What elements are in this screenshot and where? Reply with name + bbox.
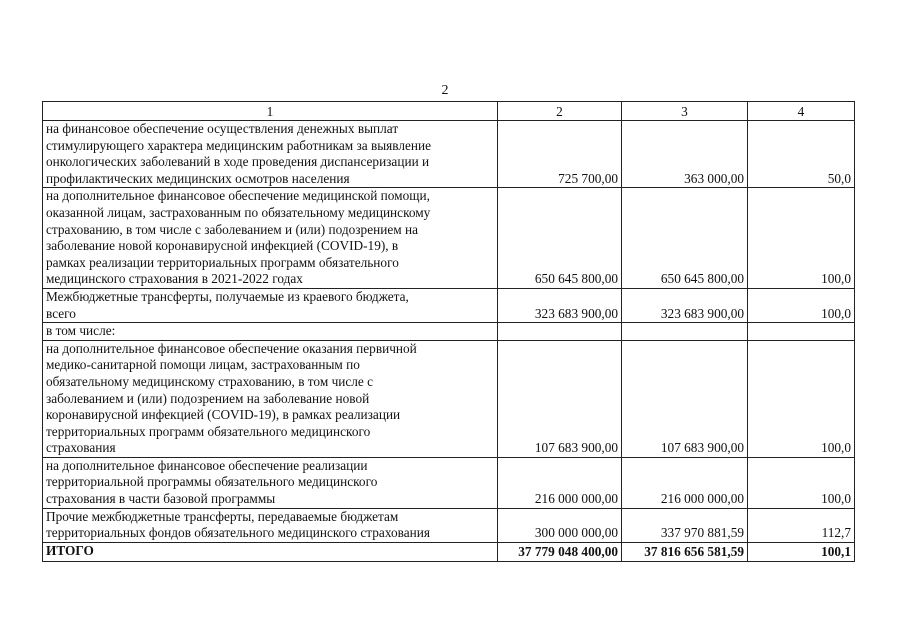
row-value-col4: 100,0: [748, 340, 855, 457]
table-row: [43, 457, 855, 508]
description-line: онкологических заболеваний в ходе проведения диспансеризации и: [46, 154, 430, 170]
budget-table: [42, 101, 855, 562]
row-value-col3: 216 000 000,00: [622, 457, 748, 508]
row-value-col4: 112,7: [748, 508, 855, 542]
row-description: [43, 323, 498, 341]
row-description: [43, 340, 498, 457]
page-number: 2: [441, 83, 449, 98]
description-line: территориальных программ обязательного медицинского: [46, 423, 371, 439]
row-value-col4: 100,0: [748, 457, 855, 508]
total-value-col3: 37 816 656 581,59: [622, 542, 748, 561]
description-line: на дополнительное финансовое обеспечение оказания первичной: [46, 340, 417, 356]
row-value-col2: 323 683 900,00: [498, 288, 622, 322]
description-line: рамках реализации территориальных программ обязательного: [46, 254, 399, 270]
total-row: [43, 542, 855, 561]
row-value-col3: 363 000,00: [622, 121, 748, 188]
description-line: на дополнительное финансовое обеспечение медицинской помощи,: [46, 188, 430, 204]
column-number-row: [43, 102, 855, 121]
description-line: территориальной программы обязательного медицинского: [46, 474, 378, 490]
description-line: заболевание новой коронавирусной инфекцией (COVID-19), в: [46, 238, 399, 254]
table-row: [43, 508, 855, 542]
row-value-col2: [498, 323, 622, 341]
description-line: на финансовое обеспечение осуществления денежных выплат: [46, 121, 399, 136]
row-value-col3: 323 683 900,00: [622, 288, 748, 322]
table-row: [43, 323, 855, 341]
row-value-col2: 107 683 900,00: [498, 340, 622, 457]
description-line: страхованию, в том числе с заболеванием и (или) подозрением на: [46, 221, 418, 237]
total-label: ИТОГО: [43, 542, 498, 561]
description-line: страхования: [46, 440, 116, 456]
description-line: профилактических медицинских осмотров населения: [46, 170, 350, 186]
table-row: [43, 288, 855, 322]
row-value-col4: 100,0: [748, 188, 855, 289]
row-value-col2: 216 000 000,00: [498, 457, 622, 508]
column-header-1: 1: [43, 102, 498, 121]
description-line: в том числе:: [46, 323, 116, 339]
description-line: Межбюджетные трансферты, получаемые из краевого бюджета,: [46, 288, 409, 304]
total-value-col4: 100,1: [748, 542, 855, 561]
description-line: обязательному медицинскому страхованию, в том числе с: [46, 373, 374, 389]
column-header-4: 4: [748, 102, 855, 121]
row-value-col3: 650 645 800,00: [622, 188, 748, 289]
row-value-col2: 725 700,00: [498, 121, 622, 188]
row-value-col4: 100,0: [748, 288, 855, 322]
description-line: на дополнительное финансовое обеспечение реализации: [46, 457, 368, 473]
row-description: [43, 188, 498, 289]
column-header-2: 2: [498, 102, 622, 121]
table-row: [43, 188, 855, 289]
description-line: оказанной лицам, застрахованным по обязательному медицинскому: [46, 204, 431, 220]
description-line: территориальных фондов обязательного медицинского страхования: [46, 525, 430, 541]
description-line: коронавирусной инфекцией (COVID-19), в рамках реализации: [46, 407, 401, 423]
description-line: всего: [46, 305, 76, 321]
table-row: [43, 121, 855, 188]
description-line: медико-санитарной помощи лицам, застрахованным по: [46, 357, 360, 373]
row-description: [43, 457, 498, 508]
description-line: медицинского страхования в 2021-2022 годах: [46, 271, 303, 287]
row-description: [43, 508, 498, 542]
row-value-col4: [748, 323, 855, 341]
column-header-3: 3: [622, 102, 748, 121]
row-value-col3: 107 683 900,00: [622, 340, 748, 457]
description-line: стимулирующего характера медицинским работникам за выявление: [46, 137, 432, 153]
row-value-col3: [622, 323, 748, 341]
description-line: Прочие межбюджетные трансферты, передаваемые бюджетам: [46, 508, 399, 524]
table-row: [43, 340, 855, 457]
row-value-col2: 300 000 000,00: [498, 508, 622, 542]
total-value-col2: 37 779 048 400,00: [498, 542, 622, 561]
row-value-col4: 50,0: [748, 121, 855, 188]
description-line: страхования в части базовой программы: [46, 491, 276, 507]
row-description: [43, 121, 498, 188]
row-value-col2: 650 645 800,00: [498, 188, 622, 289]
row-value-col3: 337 970 881,59: [622, 508, 748, 542]
row-description: [43, 288, 498, 322]
description-line: заболеванием и (или) подозрением на заболевание новой: [46, 390, 370, 406]
